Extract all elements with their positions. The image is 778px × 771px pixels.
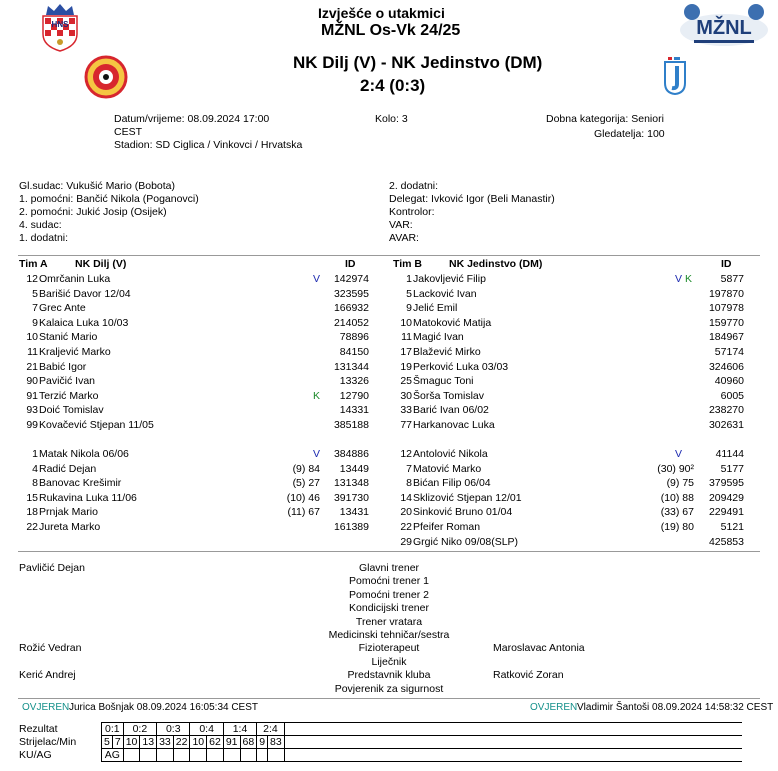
divider-middle (18, 551, 760, 552)
staff-role-label: Trener vratara (355, 615, 423, 628)
player-number: 1 (406, 273, 412, 285)
player-id: 391730 (333, 491, 369, 504)
player-name: Jakovljević Filip (413, 273, 486, 285)
player-substitution: (33) 67 (660, 506, 694, 519)
player-number: 8 (406, 477, 412, 490)
player-name: Barić Ivan 06/02 (413, 404, 489, 417)
player-number: 7 (32, 302, 38, 315)
player-number: 22 (26, 521, 38, 533)
player-number: 11 (27, 346, 38, 358)
staff-role-label: Liječnik (371, 655, 407, 668)
player-id: 131344 (333, 360, 369, 373)
player-id: 161389 (333, 521, 369, 533)
player-substitution: (10) 46 (286, 491, 320, 504)
scorer-number-cell: 91 (223, 736, 240, 749)
player-id: 78896 (339, 331, 369, 344)
team-b-id-header: ID (721, 258, 732, 270)
player-name: Kovačević Stjepan 11/05 (39, 419, 154, 431)
official-assistant-1: 1. pomoćni: Bančić Nikola (Poganovci) (19, 193, 199, 205)
empty-cell (173, 749, 190, 762)
player-id: 384886 (333, 448, 369, 460)
official-var: VAR: (389, 219, 413, 231)
player-id: 238270 (708, 404, 744, 417)
player-number: 93 (26, 404, 38, 417)
empty-cell (284, 749, 742, 762)
match-round: Kolo: 3 (375, 113, 408, 125)
player-id: 84150 (339, 346, 369, 358)
player-number: 99 (26, 419, 38, 431)
player-number: 14 (400, 491, 412, 504)
staff-role-label: Predstavnik kluba (347, 669, 431, 682)
player-name: Terzić Marko (39, 389, 99, 402)
player-mark: V (313, 273, 321, 285)
team-b-physio: Maroslavac Antonia (493, 642, 585, 654)
player-mark-2: K (685, 273, 693, 285)
player-number: 30 (400, 389, 412, 402)
player-id: 324606 (708, 360, 744, 373)
player-id: 13449 (339, 462, 369, 475)
player-number: 22 (400, 521, 412, 533)
player-mark: K (313, 389, 321, 402)
player-name: Sinković Bruno 01/04 (413, 506, 513, 519)
stats-label-scorer: Strijelac/Min (19, 736, 77, 748)
stats-label-kuag: KU/AG (19, 749, 52, 761)
player-name: Matak Nikola 06/06 (39, 448, 129, 460)
player-mark: V (313, 448, 321, 460)
official-delegate: Delegat: Ivković Igor (Beli Manastir) (389, 193, 555, 205)
player-name: Harkanovac Luka (413, 419, 495, 431)
divider-bottom (18, 698, 760, 699)
empty-cell (207, 749, 224, 762)
empty-cell (257, 749, 268, 762)
player-number: 77 (400, 419, 412, 431)
player-id: 197870 (708, 287, 744, 300)
player-id: 385188 (333, 419, 369, 431)
goal-minute-cell: 62 (207, 736, 224, 749)
player-number: 18 (26, 506, 38, 519)
staff-role-label: Fizioterapeut (358, 642, 420, 655)
player-name: Šorša Tomislav (413, 389, 484, 402)
team-a-verified-label: OVJEREN (22, 702, 70, 713)
player-number: 9 (32, 316, 38, 329)
empty-cell (223, 749, 240, 762)
player-number: 15 (26, 491, 38, 504)
scorer-number-cell: 5 (102, 736, 113, 749)
empty-cell (268, 749, 285, 762)
player-number: 12 (26, 273, 38, 285)
player-mark: V (675, 448, 683, 460)
scorer-number-cell: 9 (257, 736, 268, 749)
player-number: 5 (32, 287, 38, 300)
player-id: 229491 (708, 506, 744, 519)
mznl-logo-text: MŽNL (696, 17, 752, 39)
player-id: 5121 (720, 521, 744, 533)
player-name: Rukavina Luka 11/06 (39, 491, 137, 504)
player-id: 159770 (708, 316, 744, 329)
player-number: 91 (26, 389, 38, 402)
player-id: 107978 (708, 302, 744, 315)
player-name: Matović Marko (413, 462, 482, 475)
player-id: 12790 (339, 389, 369, 402)
player-id: 323595 (333, 287, 369, 300)
player-name: Banovac Krešimir (39, 477, 122, 490)
player-id: 14331 (339, 404, 369, 417)
official-avar: AVAR: (389, 232, 419, 244)
empty-cell (157, 749, 174, 762)
team-b-verified-text: Vladimir Šantoši 08.09.2024 14:58:32 CEST (577, 702, 774, 713)
player-name: Jureta Marko (39, 521, 101, 533)
player-name: Babić Igor (39, 360, 87, 373)
team-a-physio: Rožić Vedran (19, 642, 82, 654)
match-score: 2:4 (0:3) (360, 76, 426, 95)
player-number: 10 (26, 331, 38, 344)
player-substitution: (19) 80 (660, 521, 694, 533)
staff-role-label: Pomoćni trener 1 (349, 575, 429, 588)
goal-minute-cell: 83 (268, 736, 285, 749)
player-number: 4 (32, 462, 38, 475)
player-id: 214052 (333, 316, 369, 329)
player-name: Pfeifer Roman (413, 521, 481, 533)
player-number: 10 (400, 316, 412, 329)
age-category: Dobna kategorija: Seniori (546, 113, 664, 125)
svg-text:HNS: HNS (51, 20, 69, 29)
player-name: Kraljević Marko (39, 346, 111, 358)
player-id: 379595 (708, 477, 744, 490)
official-assistant-2: 2. pomoćni: Jukić Josip (Osijek) (19, 206, 167, 218)
result-cell: 0:3 (157, 723, 190, 736)
official-additional-2: 2. dodatni: (389, 180, 439, 192)
player-id: 41144 (715, 448, 744, 460)
spectators: Gledatelja: 100 (594, 128, 665, 140)
player-name: Matoković Matija (413, 316, 492, 329)
player-id: 40960 (714, 375, 744, 388)
empty-cell (190, 749, 207, 762)
ku-ag-cell: AG (102, 749, 124, 762)
player-substitution: (30) 90² (657, 462, 694, 475)
mznl-logo (676, 0, 772, 50)
official-additional-1: 1. dodatni: (19, 232, 69, 244)
match-title: NK Dilj (V) - NK Jedinstvo (DM) (293, 53, 543, 72)
player-name: Šmaguc Toni (413, 375, 474, 388)
player-number: 19 (400, 360, 412, 373)
player-substitution: (9) 75 (666, 477, 694, 490)
team-a-label: Tim A (19, 258, 48, 270)
divider-top (18, 255, 760, 256)
player-substitution: (10) 88 (660, 491, 694, 504)
team-a-verified-text: Jurica Bošnjak 08.09.2024 16:05:34 CEST (69, 702, 259, 713)
player-id: 209429 (708, 491, 744, 504)
player-name: Magić Ivan (413, 331, 464, 344)
player-name: Barišić Davor 12/04 (39, 287, 131, 300)
scorer-number-cell: 33 (157, 736, 174, 749)
player-number: 1 (32, 448, 38, 460)
player-id: 184967 (708, 331, 744, 344)
staff-role-label: Glavni trener (358, 562, 420, 574)
player-id: 5877 (720, 273, 744, 285)
player-id: 6005 (720, 389, 744, 402)
nk-jedinstvo-logo (662, 53, 688, 95)
player-name: Prnjak Mario (39, 506, 98, 519)
player-mark: V (675, 273, 683, 285)
goal-minute-cell: 68 (240, 736, 257, 749)
result-cell: 1:4 (223, 723, 256, 736)
competition-title: MŽNL Os-Vk 24/25 (321, 22, 461, 39)
player-name: Grgić Niko 09/08(SLP) (413, 535, 519, 548)
player-name: Omrčanin Luka (39, 273, 111, 285)
player-number: 11 (401, 331, 412, 344)
team-a-head-coach: Pavličić Dejan (19, 562, 85, 574)
hns-logo (40, 2, 80, 52)
player-id: 57174 (714, 346, 744, 358)
empty-cell (123, 749, 140, 762)
empty-cell (240, 749, 257, 762)
result-cell: 2:4 (257, 723, 285, 736)
player-name: Antolović Nikola (413, 448, 488, 460)
team-a-name: NK Dilj (V) (75, 258, 127, 270)
player-id: 131348 (333, 477, 369, 490)
match-datetime: Datum/vrijeme: 08.09.2024 17:00 (114, 113, 270, 125)
goals-table (101, 722, 742, 762)
player-number: 12 (400, 448, 412, 460)
player-id: 166932 (333, 302, 369, 315)
player-substitution: (11) 67 (287, 506, 320, 519)
player-number: 9 (406, 302, 412, 315)
goal-minute-cell: 7 (112, 736, 123, 749)
player-name: Perković Luka 03/03 (413, 360, 509, 373)
team-a-club-rep: Kerić Andrej (19, 669, 76, 681)
player-substitution: (9) 84 (292, 462, 320, 475)
empty-cell (284, 723, 742, 736)
report-title: Izvješće o utakmici (318, 5, 445, 21)
team-b-verified-label: OVJEREN (530, 702, 578, 713)
team-a-id-header: ID (345, 258, 356, 270)
player-name: Sklizović Stjepan 12/01 (413, 491, 522, 504)
player-name: Pavičić Ivan (39, 375, 96, 388)
player-number: 29 (400, 535, 412, 548)
scorer-number-cell: 10 (190, 736, 207, 749)
player-name: Grec Ante (39, 302, 86, 315)
empty-cell (140, 749, 157, 762)
player-id: 5177 (720, 462, 744, 475)
player-id: 13326 (339, 375, 369, 388)
official-head-referee: Gl.sudac: Vukušić Mario (Bobota) (19, 180, 176, 192)
player-number: 5 (406, 287, 412, 300)
player-id: 142974 (333, 273, 369, 285)
player-id: 302631 (708, 419, 744, 431)
match-stadium: Stadion: SD Ciglica / Vinkovci / Hrvatska (114, 139, 303, 151)
player-number: 25 (400, 375, 412, 388)
player-name: Doić Tomislav (39, 404, 104, 417)
goal-minute-cell: 13 (140, 736, 157, 749)
result-cell: 0:4 (190, 723, 223, 736)
player-number: 33 (400, 404, 412, 417)
player-id: 425853 (708, 535, 744, 548)
team-b-name: NK Jedinstvo (DM) (449, 258, 543, 270)
stats-label-result: Rezultat (19, 723, 58, 735)
player-name: Kalaica Luka 10/03 (39, 316, 129, 329)
player-number: 17 (400, 346, 412, 358)
goal-minute-cell: 22 (173, 736, 190, 749)
nk-dilj-logo (84, 55, 128, 99)
player-name: Radić Dejan (39, 462, 97, 475)
official-controller: Kontrolor: (389, 206, 435, 218)
scorer-number-cell: 10 (123, 736, 140, 749)
official-fourth-referee: 4. sudac: (19, 219, 62, 231)
staff-role-label: Kondicijski trener (349, 602, 429, 615)
player-name: Stanić Mario (39, 331, 98, 344)
player-number: 8 (32, 477, 38, 490)
player-name: Blažević Mirko (413, 346, 481, 358)
staff-role-label: Pomoćni trener 2 (349, 588, 429, 601)
staff-role-label: Medicinski tehničar/sestra (328, 629, 450, 641)
player-id: 13431 (339, 506, 369, 519)
staff-role-label: Povjerenik za sigurnost (334, 682, 444, 695)
player-number: 90 (26, 375, 38, 388)
player-name: Jelić Emil (413, 302, 458, 315)
player-number: 21 (26, 360, 38, 373)
player-substitution: (5) 27 (292, 477, 320, 490)
player-name: Bićan Filip 06/04 (413, 477, 491, 490)
result-cell: 0:1 (102, 723, 124, 736)
team-b-club-rep: Ratković Zoran (493, 669, 564, 681)
match-timezone: CEST (114, 126, 143, 138)
team-b-label: Tim B (393, 258, 422, 270)
result-cell: 0:2 (123, 723, 156, 736)
player-number: 20 (400, 506, 412, 519)
player-number: 7 (406, 462, 412, 475)
player-name: Lacković Ivan (413, 287, 477, 300)
empty-cell (284, 736, 742, 749)
